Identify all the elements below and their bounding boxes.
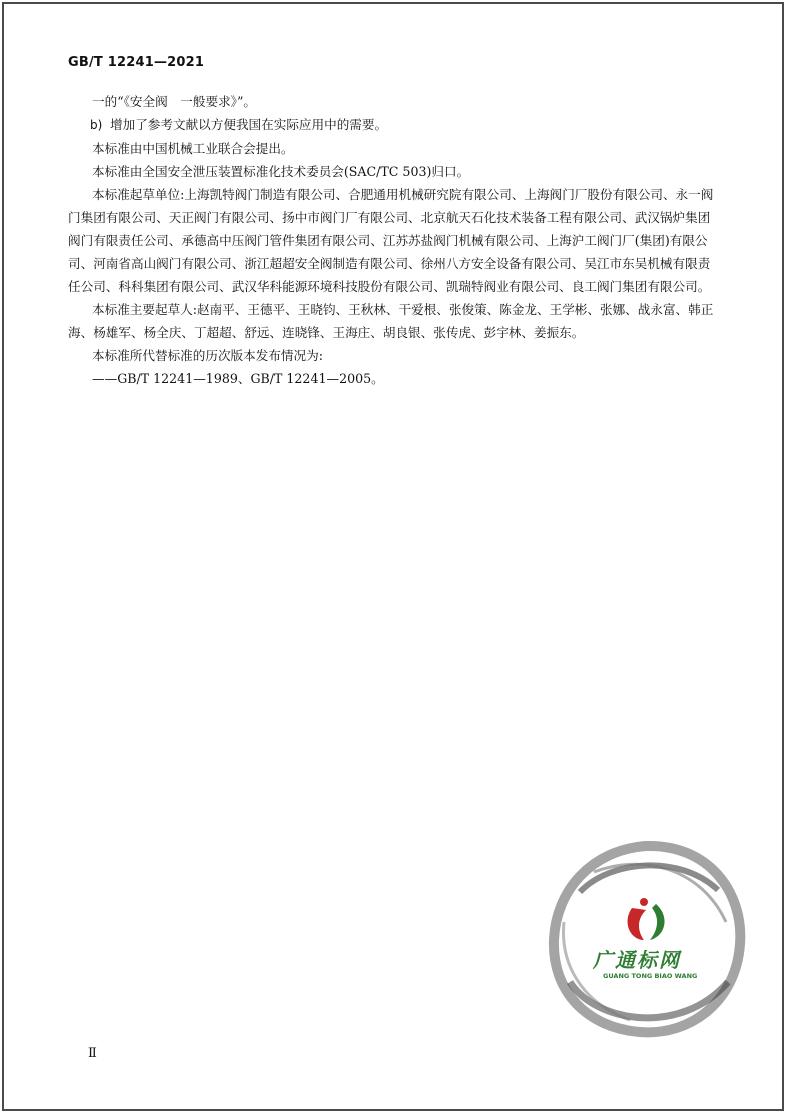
- document-body: [68, 90, 720, 390]
- proposed-by-paragraph: 本标准由中国机械工业联合会提出。: [92, 141, 294, 156]
- main-drafters-paragraph: 本标准主要起草人:赵南平、王德平、王晓钧、王秋林、干爱根、张俊策、陈金龙、王学彬、张娜、战永富、韩正海、杨雄军、杨全庆、丁超超、舒远、连晓锋、王海庄、胡良银、张传虎、彭宇林、姜振东。: [68, 302, 714, 340]
- watermark-logo: [540, 832, 752, 1044]
- previous-editions-intro: 本标准所代替标准的历次版本发布情况为:: [92, 348, 323, 363]
- previous-editions-list: ——GB/T 12241—1989、GB/T 12241—2005。: [92, 371, 384, 386]
- watermark-name-en: GUANG TONG BIAO WANG: [603, 972, 698, 980]
- watermark-name-cn: 广通标网: [593, 948, 681, 972]
- drafting-units-paragraph: 本标准起草单位:上海凯特阀门制造有限公司、合肥通用机械研究院有限公司、上海阀门厂股份有限公司、永一阀门集团有限公司、天正阀门有限公司、扬中市阀门厂有限公司、北京航天石化技术装备工程有限公司、武汉锅炉集团阀门有限责任公司、承德高中压阀门管件集团有限公司、江苏苏盐阀门机械有限公司、上海沪工阀门厂(集团)有限公司、河南省高山阀门有限公司、浙江超超安全阀制造有限公司、徐州八方安全设备有限公司、吴江市东吴机械有限责任公司、科科集团有限公司、武汉华科能源环境科技股份有限公司、凯瑞特阀业有限公司、良工阀门集团有限公司。: [68, 187, 714, 294]
- list-item-text: 增加了参考文献以方便我国在实际应用中的需要。: [110, 117, 388, 132]
- ink-circle-graphic: [540, 832, 752, 1044]
- managed-by-paragraph: 本标准由全国安全泄压装置标准化技术委员会(SAC/TC 503)归口。: [92, 164, 470, 179]
- continuation-line: 一的“《安全阀 一般要求》”。: [92, 94, 256, 109]
- list-item-label: b): [90, 118, 103, 132]
- standard-code-header: GB/T 12241—2021: [68, 55, 205, 70]
- page-number: Ⅱ: [88, 1046, 97, 1061]
- list-item-b: [68, 113, 720, 137]
